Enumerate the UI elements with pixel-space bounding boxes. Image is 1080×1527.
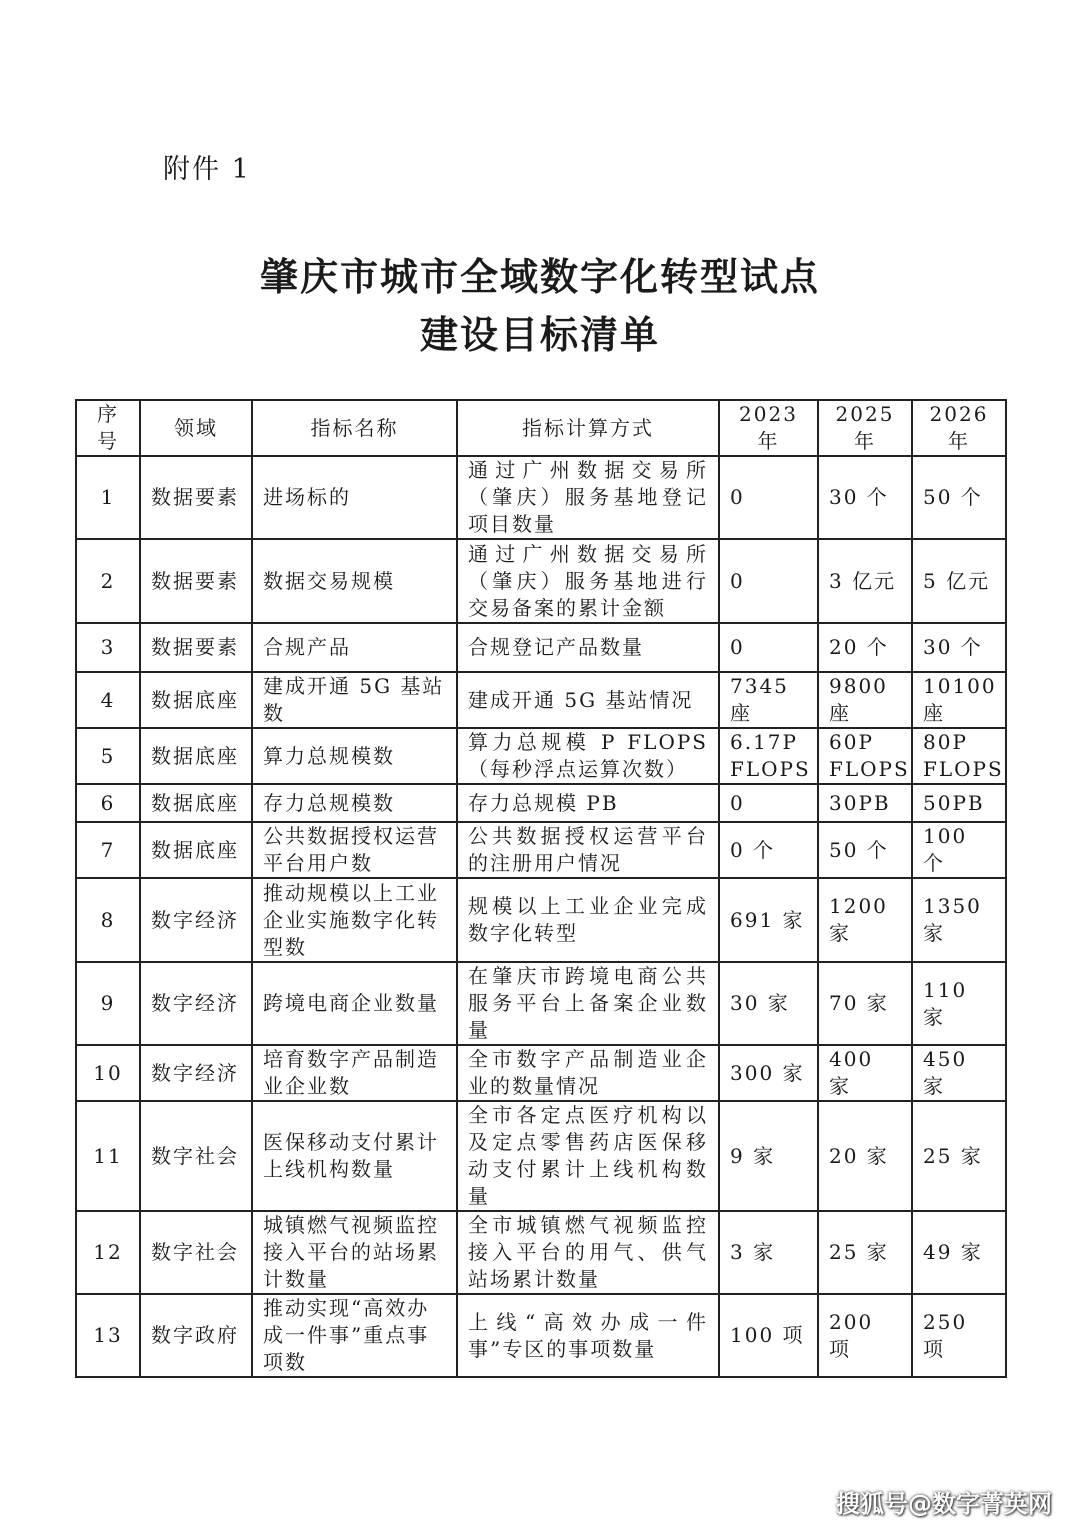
domain-cell: 数据要素 [140,539,252,623]
domain-cell: 数字社会 [140,1211,252,1294]
value-2023-cell: 30 家 [719,962,818,1045]
header-cell: 指标计算方式 [457,400,719,456]
row-number: 5 [76,728,140,784]
indicator-name-cell: 培育数字产品制造业企业数 [252,1045,457,1101]
value-2025-cell: 70 家 [818,962,912,1045]
header-cell: 领域 [140,400,252,456]
domain-cell: 数据底座 [140,784,252,822]
calculation-method-cell: 建成开通 5G 基站情况 [457,672,719,728]
row-number: 12 [76,1211,140,1294]
indicator-name-cell: 推动规模以上工业企业实施数字化转型数 [252,878,457,962]
value-2023-cell: 3 家 [719,1211,818,1294]
row-number: 7 [76,822,140,878]
targets-table [75,399,1007,1378]
table-row [76,962,1006,1045]
value-2023-cell: 0 [719,623,818,672]
indicator-name-cell: 数据交易规模 [252,539,457,623]
row-number: 9 [76,962,140,1045]
calculation-method-cell: 合规登记产品数量 [457,623,719,672]
table-row [76,784,1006,822]
value-2025-cell: 30PB [818,784,912,822]
document-title-line-1: 肇庆市城市全域数字化转型试点 [259,255,820,299]
value-2026-cell: 25 家 [912,1101,1006,1211]
value-2026-cell: 5 亿元 [912,539,1006,623]
value-2026-cell: 110 家 [912,962,1006,1045]
value-2023-cell: 6.17P FLOPS [719,728,818,784]
value-2026-cell: 49 家 [912,1211,1006,1294]
domain-cell: 数字经济 [140,878,252,962]
table-row [76,1294,1006,1377]
indicator-name-cell: 算力总规模数 [252,728,457,784]
value-2023-cell: 691 家 [719,878,818,962]
value-2025-cell: 3 亿元 [818,539,912,623]
row-number: 4 [76,672,140,728]
row-number: 11 [76,1101,140,1211]
calculation-method-cell: 算力总规模 P FLOPS（每秒浮点运算次数） [457,728,719,784]
value-2023-cell: 9 家 [719,1101,818,1211]
value-2026-cell: 100 个 [912,822,1006,878]
header-cell: 2025 年 [818,400,912,456]
calculation-method-cell: 规模以上工业企业完成数字化转型 [457,878,719,962]
value-2026-cell: 1350 家 [912,878,1006,962]
domain-cell: 数字社会 [140,1101,252,1211]
indicator-name-cell: 进场标的 [252,456,457,539]
value-2026-cell: 50 个 [912,456,1006,539]
calculation-method-cell: 全市城镇燃气视频监控接入平台的用气、供气站场累计数量 [457,1211,719,1294]
value-2025-cell: 50 个 [818,822,912,878]
document-title-line-2: 建设目标清单 [419,313,660,357]
table-row [76,539,1006,623]
table-row [76,878,1006,962]
table-row [76,1101,1006,1211]
row-number: 6 [76,784,140,822]
calculation-method-cell: 公共数据授权运营平台的注册用户情况 [457,822,719,878]
header-cell: 2026 年 [912,400,1006,456]
table-row [76,822,1006,878]
value-2026-cell: 30 个 [912,623,1006,672]
table-row [76,1211,1006,1294]
domain-cell: 数据要素 [140,623,252,672]
indicator-name-cell: 跨境电商企业数量 [252,962,457,1045]
domain-cell: 数据底座 [140,822,252,878]
domain-cell: 数据底座 [140,728,252,784]
calculation-method-cell: 上线“高效办成一件事”专区的事项数量 [457,1294,719,1377]
value-2025-cell: 20 家 [818,1101,912,1211]
calculation-method-cell: 存力总规模 PB [457,784,719,822]
calculation-method-cell: 通过广州数据交易所（肇庆）服务基地进行交易备案的累计金额 [457,539,719,623]
watermark: 搜狐号@数字菁英网 [836,1490,1052,1518]
value-2026-cell: 450 家 [912,1045,1006,1101]
domain-cell: 数字政府 [140,1294,252,1377]
value-2025-cell: 200 项 [818,1294,912,1377]
header-cell: 2023 年 [719,400,818,456]
row-number: 2 [76,539,140,623]
calculation-method-cell: 全市数字产品制造业企业的数量情况 [457,1045,719,1101]
calculation-method-cell: 在肇庆市跨境电商公共服务平台上备案企业数量 [457,962,719,1045]
calculation-method-cell: 全市各定点医疗机构以及定点零售药店医保移动支付累计上线机构数量 [457,1101,719,1211]
header-cell: 序号 [76,400,140,456]
table-row [76,1045,1006,1101]
value-2025-cell: 30 个 [818,456,912,539]
value-2026-cell: 80P FLOPS [912,728,1006,784]
domain-cell: 数字经济 [140,962,252,1045]
row-number: 8 [76,878,140,962]
indicator-name-cell: 合规产品 [252,623,457,672]
value-2023-cell: 0 [719,539,818,623]
table-header-row [76,400,1006,456]
attachment-label: 附件 1 [163,154,251,185]
value-2026-cell: 250 项 [912,1294,1006,1377]
calculation-method-cell: 通过广州数据交易所（肇庆）服务基地登记项目数量 [457,456,719,539]
row-number: 13 [76,1294,140,1377]
domain-cell: 数字经济 [140,1045,252,1101]
table-row [76,623,1006,672]
value-2026-cell: 50PB [912,784,1006,822]
value-2023-cell: 0 [719,784,818,822]
indicator-name-cell: 公共数据授权运营平台用户数 [252,822,457,878]
indicator-name-cell: 推动实现“高效办成一件事”重点事项数 [252,1294,457,1377]
indicator-name-cell: 医保移动支付累计上线机构数量 [252,1101,457,1211]
value-2023-cell: 100 项 [719,1294,818,1377]
value-2025-cell: 9800 座 [818,672,912,728]
value-2023-cell: 0 [719,456,818,539]
domain-cell: 数据要素 [140,456,252,539]
value-2023-cell: 0 个 [719,822,818,878]
value-2025-cell: 25 家 [818,1211,912,1294]
domain-cell: 数据底座 [140,672,252,728]
value-2025-cell: 60P FLOPS [818,728,912,784]
value-2025-cell: 1200 家 [818,878,912,962]
row-number: 10 [76,1045,140,1101]
value-2023-cell: 300 家 [719,1045,818,1101]
value-2026-cell: 10100 座 [912,672,1006,728]
indicator-name-cell: 城镇燃气视频监控接入平台的站场累计数量 [252,1211,457,1294]
value-2025-cell: 20 个 [818,623,912,672]
value-2023-cell: 7345 座 [719,672,818,728]
table-row [76,672,1006,728]
header-cell: 指标名称 [252,400,457,456]
row-number: 3 [76,623,140,672]
indicator-name-cell: 建成开通 5G 基站数 [252,672,457,728]
indicator-name-cell: 存力总规模数 [252,784,457,822]
value-2025-cell: 400 家 [818,1045,912,1101]
table-row [76,728,1006,784]
table-row [76,456,1006,539]
row-number: 1 [76,456,140,539]
